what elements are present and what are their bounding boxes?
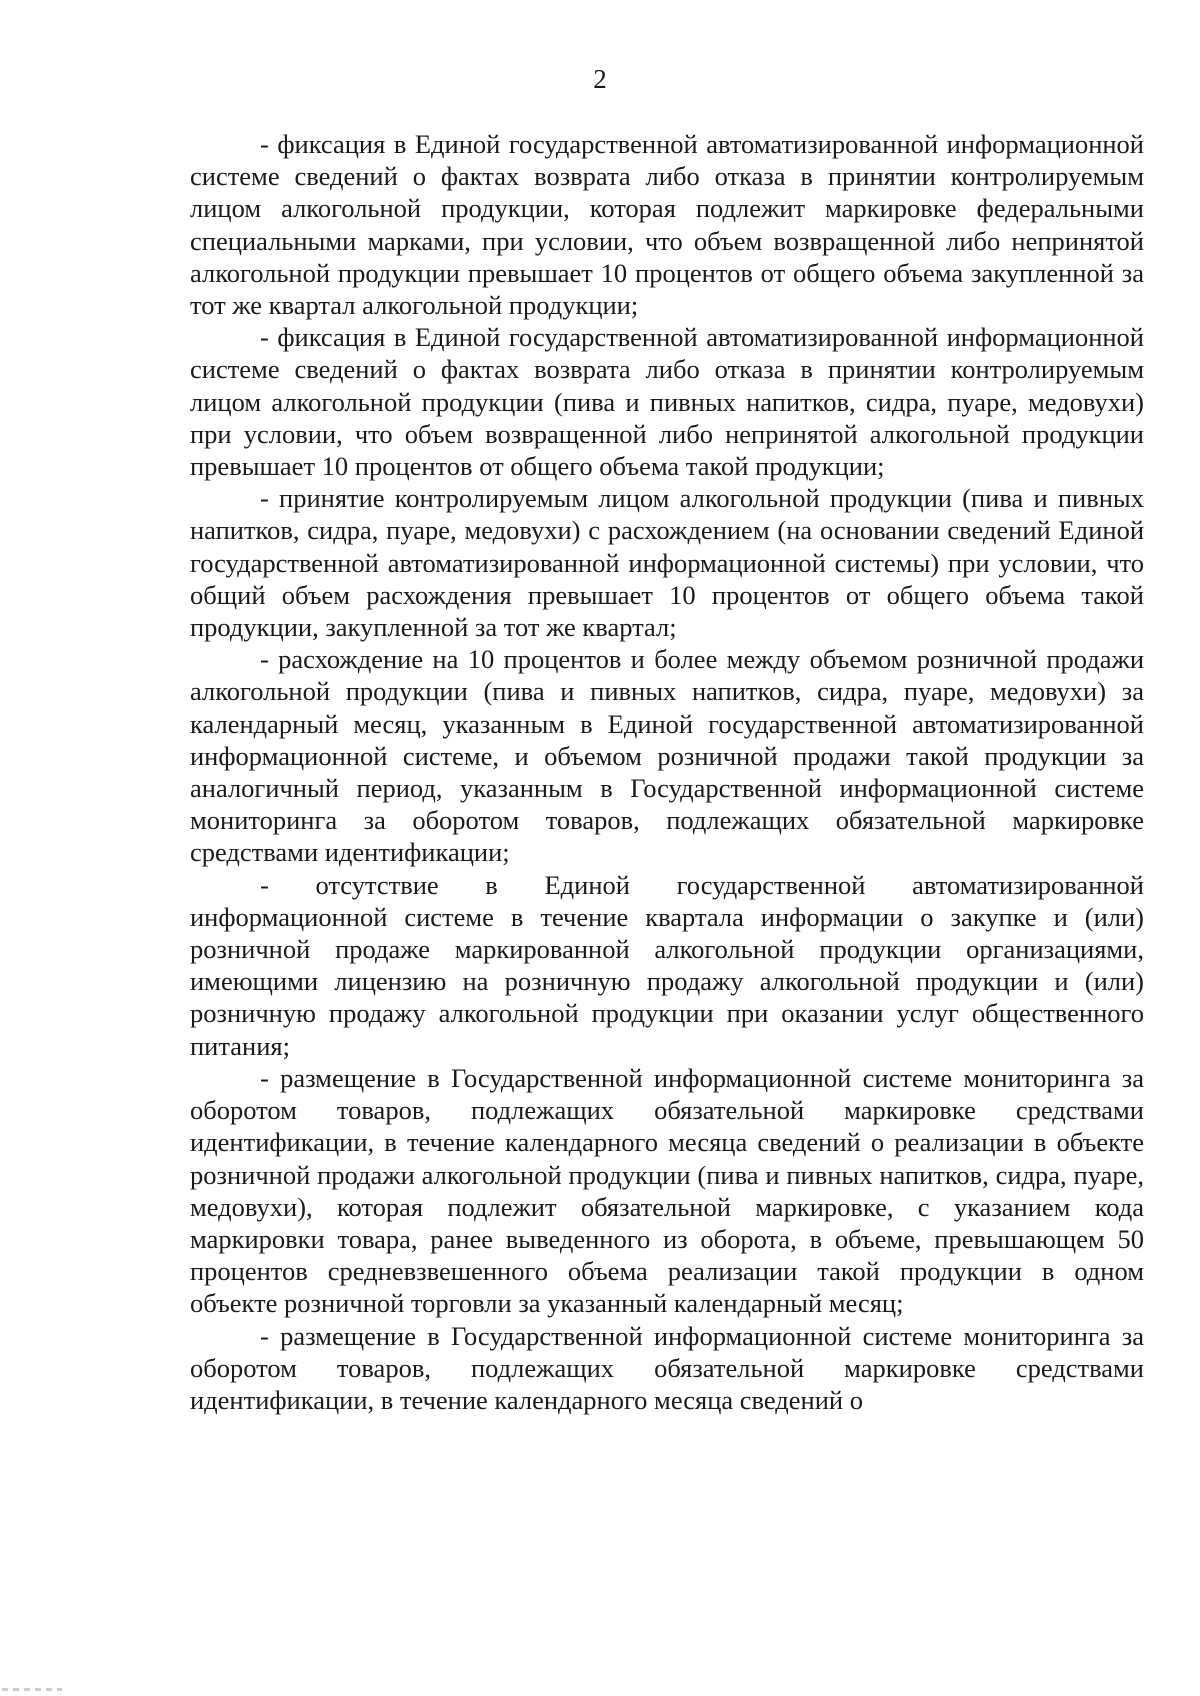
page-number: 2	[593, 64, 607, 94]
paragraph-5: - отсутствие в Единой государственной автоматизированной информационной системе в течение квартала информации о закупке и (или) розничной продаже маркированной алкогольной продукции организациями, имеющими лицензию на розничную продажу алкогольной продукции и (или) розничную продажу алкогольной продукции при оказании услуг общественного питания;	[190, 869, 1144, 1061]
paragraph-4: - расхождение на 10 процентов и более между объемом розничной продажи алкогольной продукции (пива и пивных напитков, сидра, пуаре, медовухи) за календарный месяц, указанным в Единой государственной автоматизированной информационной системе, и объемом розничной продажи такой продукции за аналогичный период, указанным в Государственной информационной системе мониторинга за оборотом товаров, подлежащих обязательной маркировке средствами идентификации;	[190, 644, 1144, 868]
paragraph-3: - принятие контролируемым лицом алкогольной продукции (пива и пивных напитков, сидра, пуаре, медовухи) с расхождением (на основании сведений Единой государственной автоматизированной информационной системы) при условии, что общий объем расхождения превышает 10 процентов от общего объема такой продукции, закупленной за тот же квартал;	[190, 483, 1144, 643]
document-body	[190, 128, 1144, 1416]
paragraph-7: - размещение в Государственной информационной системе мониторинга за оборотом товаров, подлежащих обязательной маркировке средствами идентификации, в течение календарного месяца сведений о	[190, 1320, 1144, 1415]
paragraph-6: - размещение в Государственной информационной системе мониторинга за оборотом товаров, подлежащих обязательной маркировке средствами идентификации, в течение календарного месяца сведений о реализации в объекте розничной продажи алкогольной продукции (пива и пивных напитков, сидра, пуаре, медовухи), которая подлежит обязательной маркировке, с указанием кода маркировки товара, ранее выведенного из оборота, в объеме, превышающем 50 процентов средневзвешенного объема реализации такой продукции в одном объекте розничной торговли за указанный календарный месяц;	[190, 1062, 1144, 1319]
paragraph-1: - фиксация в Единой государственной автоматизированной информационной системе сведений о фактах возврата либо отказа в принятии контролируемым лицом алкогольной продукции, которая подлежит маркировке федеральными специальными марками, при условии, что объем возвращенной либо непринятой алкогольной продукции превышает 10 процентов от общего объема закупленной за тот же квартал алкогольной продукции;	[190, 129, 1144, 321]
scan-artifact	[2, 1688, 62, 1691]
paragraph-2: - фиксация в Единой государственной автоматизированной информационной системе сведений о фактах возврата либо отказа в принятии контролируемым лицом алкогольной продукции (пива и пивных напитков, сидра, пуаре, медовухи) при условии, что объем возвращенной либо непринятой алкогольной продукции превышает 10 процентов от общего объема такой продукции;	[190, 322, 1144, 482]
